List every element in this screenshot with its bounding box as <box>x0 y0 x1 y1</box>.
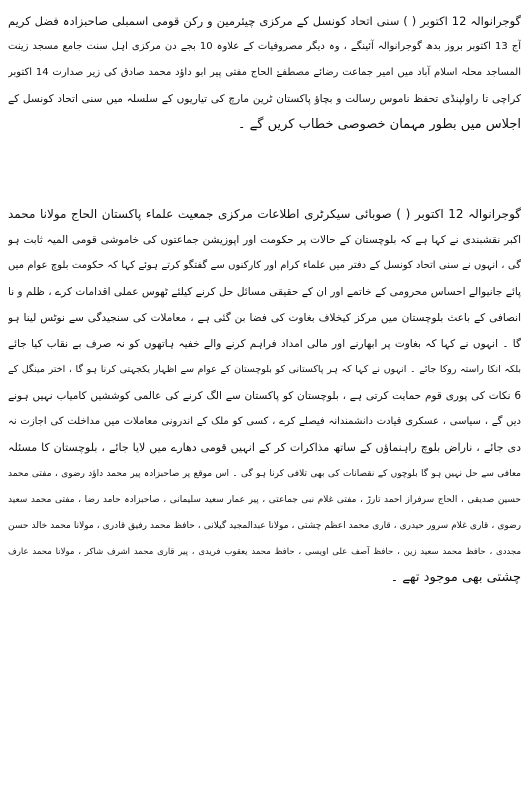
text-line: چشتی بھی موجود تھے ۔ <box>390 570 521 585</box>
text-line: 6 نکات کی پوری قوم حمایت کرتی ہے ، بلوچستان کو پاکستان سے الگ کرنے کی عالمی کوششیں کامیاب نہیں ہونے <box>8 390 521 402</box>
text-line: اجلاس میں بطور مہمان خصوصی خطاب کریں گے ۔ <box>237 117 521 132</box>
text-line: حسین صدیقی ، الحاج سرفراز احمد تارڑ ، مفتی غلام نبی جماعتی ، پیر عمار سعید سلیمانی ، صاحبزادہ حامد رضا ، مفتی محمد سعید <box>8 495 521 505</box>
text-line: گی ، انہوں نے سنی اتحاد کونسل کے دفتر میں علماء کرام اور کارکنوں سے گفتگو کرتے ہوئے کہا کہ حکومت بلوچ عوام میں <box>8 260 521 271</box>
text-line: گا ۔ انہوں نے کہا کہ بغاوت پر ابھارنے اور مالی امداد فراہم کرنے والے خفیہ ہاتھوں کو نہ صرف بے نقاب کیا جائے <box>8 338 521 350</box>
text-line: آج 13 اکتوبر بروز بدھ گوجرانوالہ آئینگے ، وہ دیگر مصروفیات کے علاوہ 10 بجے دن مرکزی اہل سنت جامع مسجد زینت <box>8 41 521 52</box>
news-item-sunni-ittehad-council <box>8 8 521 138</box>
text-line: بلکہ انکا راستہ روکا جائے ۔ انہوں نے کہا کہ ہر پاکستانی کو بلوچستان کے عوام سے اظہار یکجہتی کرنا ہو گا ، اختر مینگل کے <box>8 364 521 375</box>
text-line: دی جائے ، ناراض بلوچ راہنماؤں کے ساتھ مذاکرات کر کے انہیں قومی دھارے میں لایا جائے ، بلوچستان کا مسئلہ <box>8 441 521 454</box>
text-line: مجددی ، حافظ محمد سعید زین ، حافظ آصف علی اویسی ، حافظ محمد یعقوب فریدی ، پیر قاری محمد اشرف شاکر ، مولانا محمد عارف <box>8 547 521 557</box>
text-line: رضوی ، قاری غلام سرور حیدری ، قاری محمد اعظم چشتی ، مولانا عبدالمجید گیلانی ، حافظ محمد رفیق قادری ، مولانا محمد خالد حسن <box>8 521 521 531</box>
text-line: اکبر نقشبندی نے کہا ہے کہ بلوچستان کے حالات پر حکومت اور اپوزیشن جماعتوں کی خاموشی قومی المیہ ثابت ہو <box>8 234 521 246</box>
text-line: کراچی تا راولپنڈی تحفظ ناموس رسالت و بچاؤ پاکستان ٹرین مارچ کی تیاریوں کے سلسلہ میں سنی اتحاد کونسل کے <box>8 93 521 105</box>
text-line: پائے جانیوالے احساس محرومی کے خاتمے اور ان کے حقیقی مسائل حل کرنے کیلئے ٹھوس عملی اقدامات کرے ، ظلم و نا <box>8 286 521 298</box>
text-line: گوجرانوالہ 12 اکتوبر ( ) صوبائی سیکرٹری اطلاعات مرکزی جمعیت علماء پاکستان الحاج مولانا محمد <box>8 207 521 221</box>
text-line: دیں گے ، سیاسی ، عسکری قیادت دانشمندانہ فیصلے کرے ، کسی کو ملک کے اندرونی معاملات میں مداخلت کی اجازت نہ <box>8 416 521 427</box>
text-line: انصافی کے باعث بلوچستان میں مرکز کیخلاف بغاوت کی فضا بن گئی ہے ، معاملات کی سنجیدگی سے نوٹس لینا ہو <box>8 312 521 324</box>
news-item-balochistan-statement <box>8 201 521 591</box>
text-line: گوجرانوالہ 12 اکتوبر ( ) سنی اتحاد کونسل کے مرکزی چیئرمین و رکن قومی اسمبلی صاحبزادہ فضل کریم <box>8 14 521 28</box>
text-line: المساجد محلہ اسلام آباد میں امیر جماعت رضائے مصطفےٰ الحاج مفتی پیر ابو داؤد محمد صادق کی زیر صدارت 14 اکتوبر <box>8 67 521 78</box>
text-line: معافی سے حل نہیں ہو گا بلوچوں کے نقصانات کی بھی تلافی کرنا ہو گی ۔ اس موقع پر صاحبزادہ پیر محمد داؤد رضوی ، مفتی محمد <box>8 469 521 479</box>
